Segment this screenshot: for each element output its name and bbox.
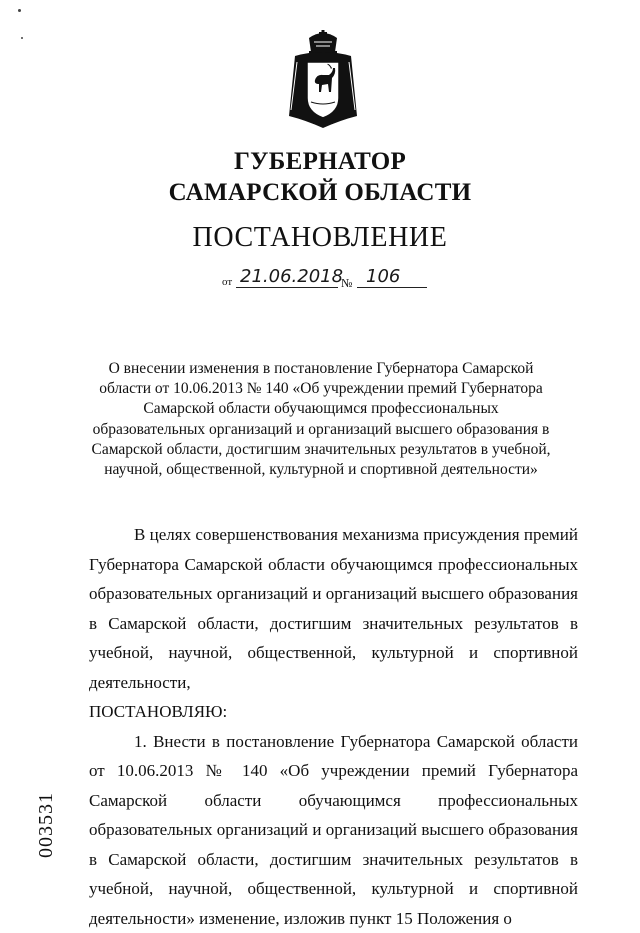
number-underline: [357, 287, 427, 288]
preamble-paragraph: В целях совершенствования механизма присуждения премий Губернатора Самарской области обучающимся профессиональных образовательных организаций и организаций высшего образования в Самарской области, достигшим значительных результатов в учебной, научной, общественной, культурной и спортивной деятельности,: [89, 520, 578, 697]
document-body: [89, 520, 578, 933]
margin-serial-number: 003531: [35, 792, 58, 858]
date-underline: [236, 287, 338, 288]
header-governor: ГУБЕРНАТОР: [0, 148, 640, 176]
scan-speck: [21, 37, 23, 39]
scan-speck: [18, 9, 21, 12]
document-title: О внесении изменения в постановление Губернатора Самарской области от 10.06.2013 № 140 «Об учреждении премий Губернатора Самарской области обучающимся профессиональных образовательных организаций и организаций высшего образования в Самарской области, достигшим значительных результатов в учебной, научной, общественной, культурной и спортивной деятельности»: [90, 359, 552, 480]
point-1-paragraph: 1. Внести в постановление Губернатора Самарской области от 10.06.2013 № 140 «Об учреждении премий Губернатора Самарской области обучающимся профессиональных образовательных организаций и организаций высшего образования в Самарской области, достигшим значительных результатов в учебной, научной, общественной, культурной и спортивной деятельности» изменение, изложив пункт 15 Положения о: [89, 727, 578, 933]
handwritten-date: 21.06.2018: [240, 266, 343, 287]
handwritten-number: 106: [366, 266, 400, 287]
date-prefix: от: [222, 276, 232, 288]
header-region: САМАРСКОЙ ОБЛАСТИ: [0, 179, 640, 207]
samara-coat-of-arms-icon: [283, 30, 363, 130]
date-number-line: [212, 266, 442, 294]
decree-word: ПОСТАНОВЛЯЮ:: [89, 697, 578, 727]
number-label: №: [341, 276, 352, 291]
document-type: ПОСТАНОВЛЕНИЕ: [0, 222, 640, 254]
